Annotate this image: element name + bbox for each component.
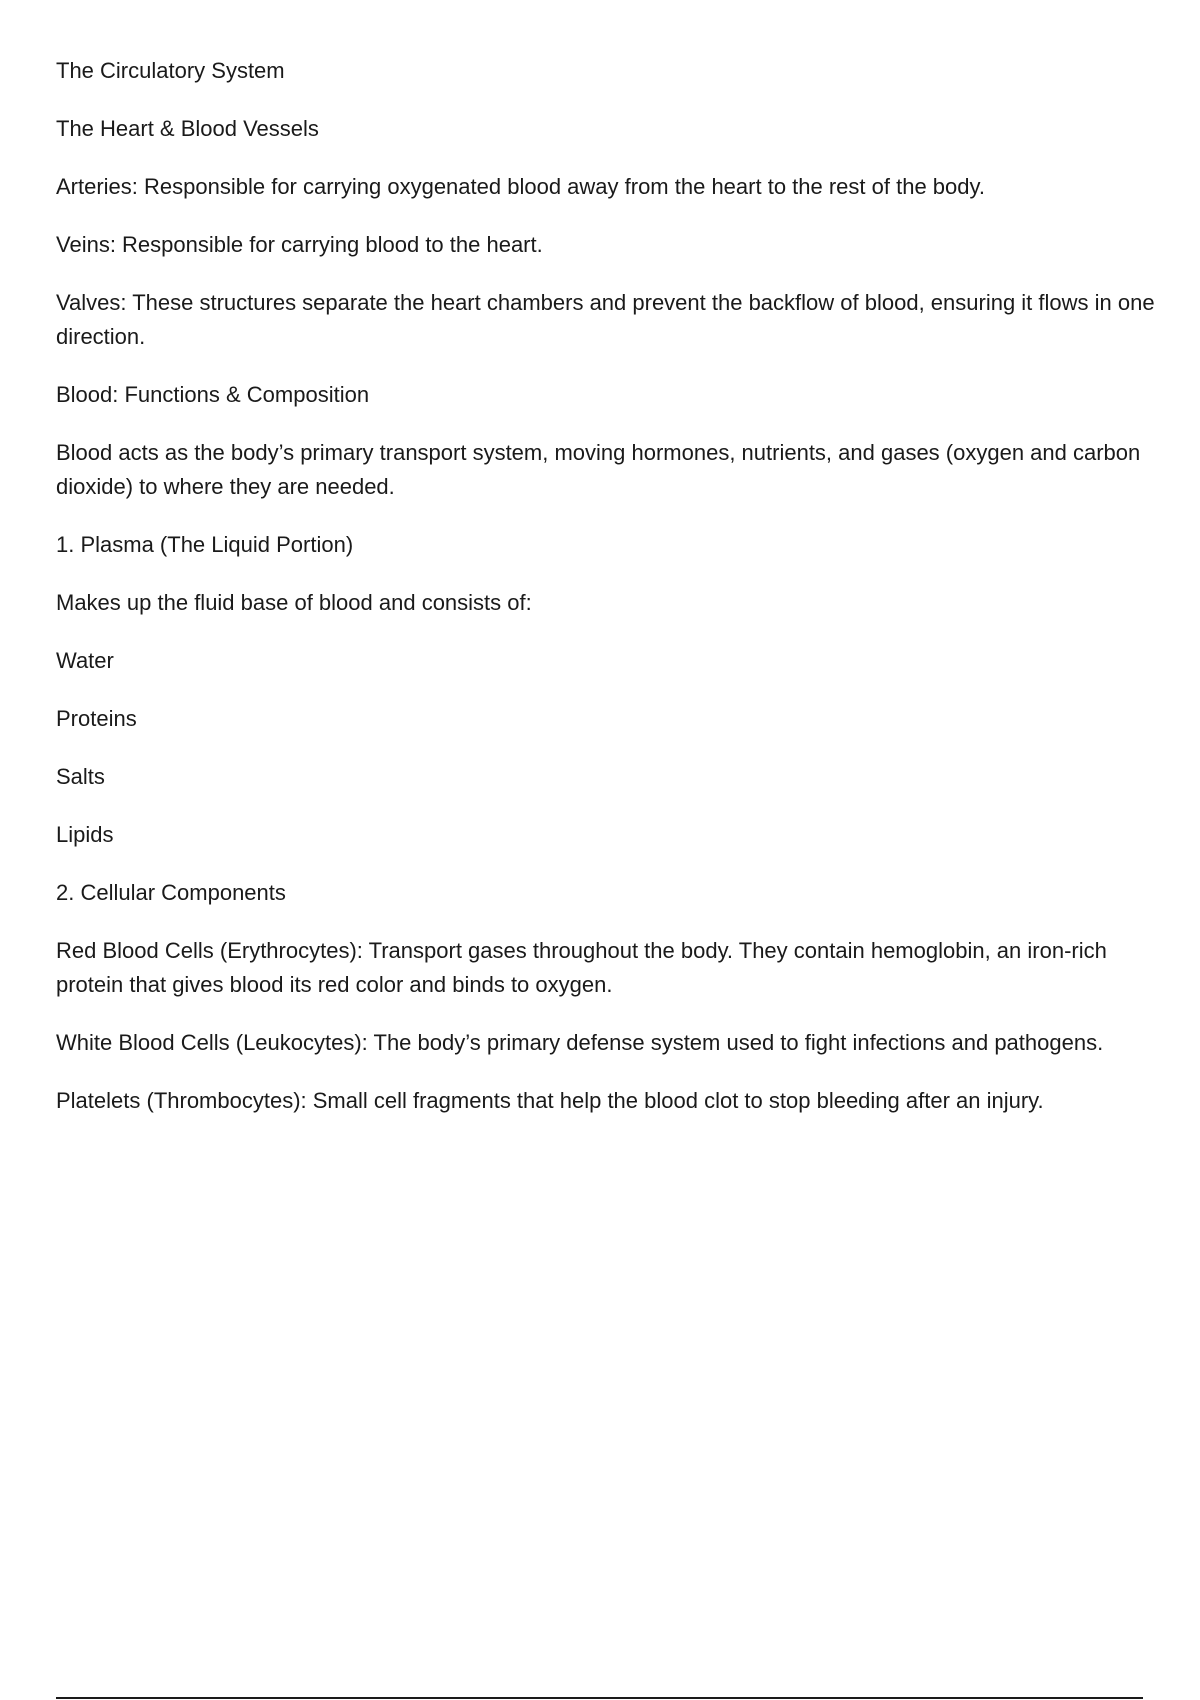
paragraph-blood-intro: Blood acts as the body’s primary transport system, moving hormones, nutrients, and gases (oxygen and carbon dioxide) to where they are needed.	[56, 440, 1141, 499]
document-body	[56, 54, 1156, 1142]
section-heading-heart: The Heart & Blood Vessels	[56, 116, 319, 141]
section-heading-blood: Blood: Functions & Composition	[56, 382, 370, 407]
list-item-water: Water	[56, 648, 114, 673]
paragraph-red-cells: Red Blood Cells (Erythrocytes): Transport gases throughout the body. They contain hemoglobin, an iron-rich protein that gives blood its red color and binds to oxygen.	[56, 938, 1107, 997]
paragraph-platelets: Platelets (Thrombocytes): Small cell fragments that help the blood clot to stop bleeding after an injury.	[56, 1088, 1044, 1113]
subheading-plasma: 1. Plasma (The Liquid Portion)	[56, 532, 354, 557]
document-title: The Circulatory System	[56, 58, 285, 83]
list-item-salts: Salts	[56, 764, 105, 789]
paragraph-white-cells: White Blood Cells (Leukocytes): The body’s primary defense system used to fight infections and pathogens.	[56, 1030, 1104, 1055]
paragraph-veins: Veins: Responsible for carrying blood to the heart.	[56, 232, 543, 257]
paragraph-arteries: Arteries: Responsible for carrying oxygenated blood away from the heart to the rest of the body.	[56, 174, 985, 199]
footer-divider	[56, 1697, 1143, 1699]
subheading-cellular: 2. Cellular Components	[56, 880, 286, 905]
list-item-lipids: Lipids	[56, 822, 114, 847]
list-item-proteins: Proteins	[56, 706, 137, 731]
paragraph-valves: Valves: These structures separate the heart chambers and prevent the backflow of blood, ensuring it flows in one direction.	[56, 290, 1155, 349]
paragraph-plasma-intro: Makes up the fluid base of blood and consists of:	[56, 590, 532, 615]
